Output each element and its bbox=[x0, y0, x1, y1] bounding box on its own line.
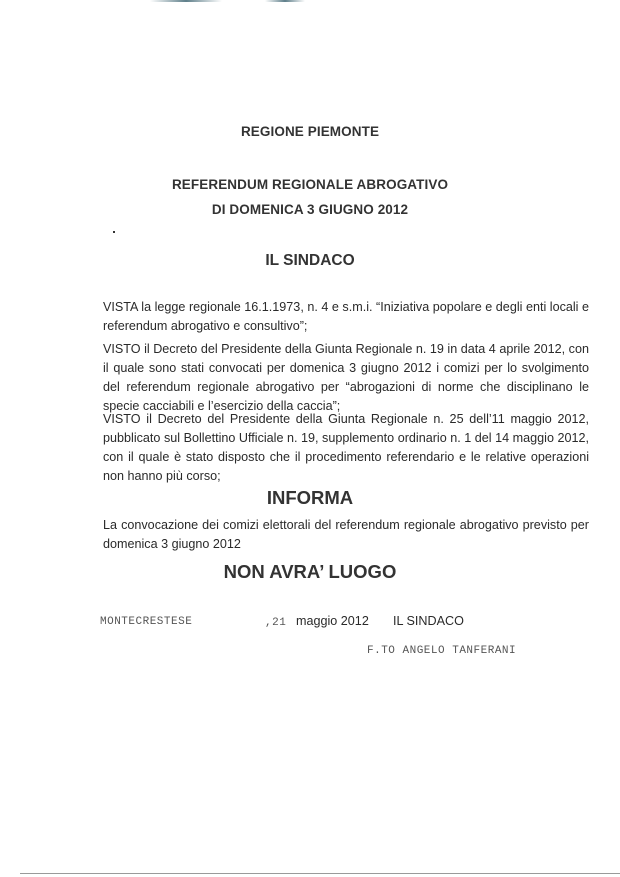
scan-edge-bottom bbox=[20, 873, 620, 874]
title-line-1: REFERENDUM REGIONALE ABROGATIVO bbox=[171, 177, 449, 192]
region-heading: REGIONE PIEMONTE bbox=[240, 124, 380, 139]
date-day: ,21 bbox=[265, 617, 287, 629]
paragraph-visto-decreto-19: VISTO il Decreto del Presidente della Giunta Regionale n. 19 in data 4 aprile 2012, con il quale sono stati convocati per domenica 3 giugno 2012 i comizi per lo svolgimento del referendum regionale abrogativo per “abrogazioni di norme che disciplinano le specie cacciabili e l’esercizio della caccia”; bbox=[103, 342, 589, 413]
scan-edge-top-1 bbox=[150, 0, 222, 2]
issuer-heading: IL SINDACO bbox=[265, 252, 355, 269]
place-name: MONTECRESTESE bbox=[100, 616, 193, 628]
paragraph-visto-decreto-25: VISTO il Decreto del Presidente della Giunta Regionale n. 25 dell’11 maggio 2012, pubblicato sul Bollettino Ufficiale n. 19, supplemento ordinario n. 1 del 14 maggio 2012, con il quale è stato disposto che il procedimento referendario e le relative operazioni non hanno più corso; bbox=[103, 412, 589, 483]
title-line-2: DI DOMENICA 3 GIUGNO 2012 bbox=[211, 202, 409, 217]
signer-title: IL SINDACO bbox=[393, 614, 464, 628]
paragraph-vista-legge: VISTA la legge regionale 16.1.1973, n. 4 e s.m.i. “Iniziativa popolare e degli enti locali e referendum abrogativo e consultivo”; bbox=[103, 300, 589, 333]
scan-edge-top-2 bbox=[265, 0, 305, 2]
informa-text: La convocazione dei comizi elettorali del referendum regionale abrogativo previsto per domenica 3 giugno 2012 bbox=[103, 518, 589, 551]
conclusion-heading: NON AVRA’ LUOGO bbox=[223, 561, 397, 582]
signature-line: F.TO ANGELO TANFERANI bbox=[367, 645, 517, 657]
date-month-year: maggio 2012 bbox=[296, 614, 369, 628]
informa-heading: INFORMA bbox=[266, 487, 354, 508]
scan-speck bbox=[113, 231, 115, 233]
